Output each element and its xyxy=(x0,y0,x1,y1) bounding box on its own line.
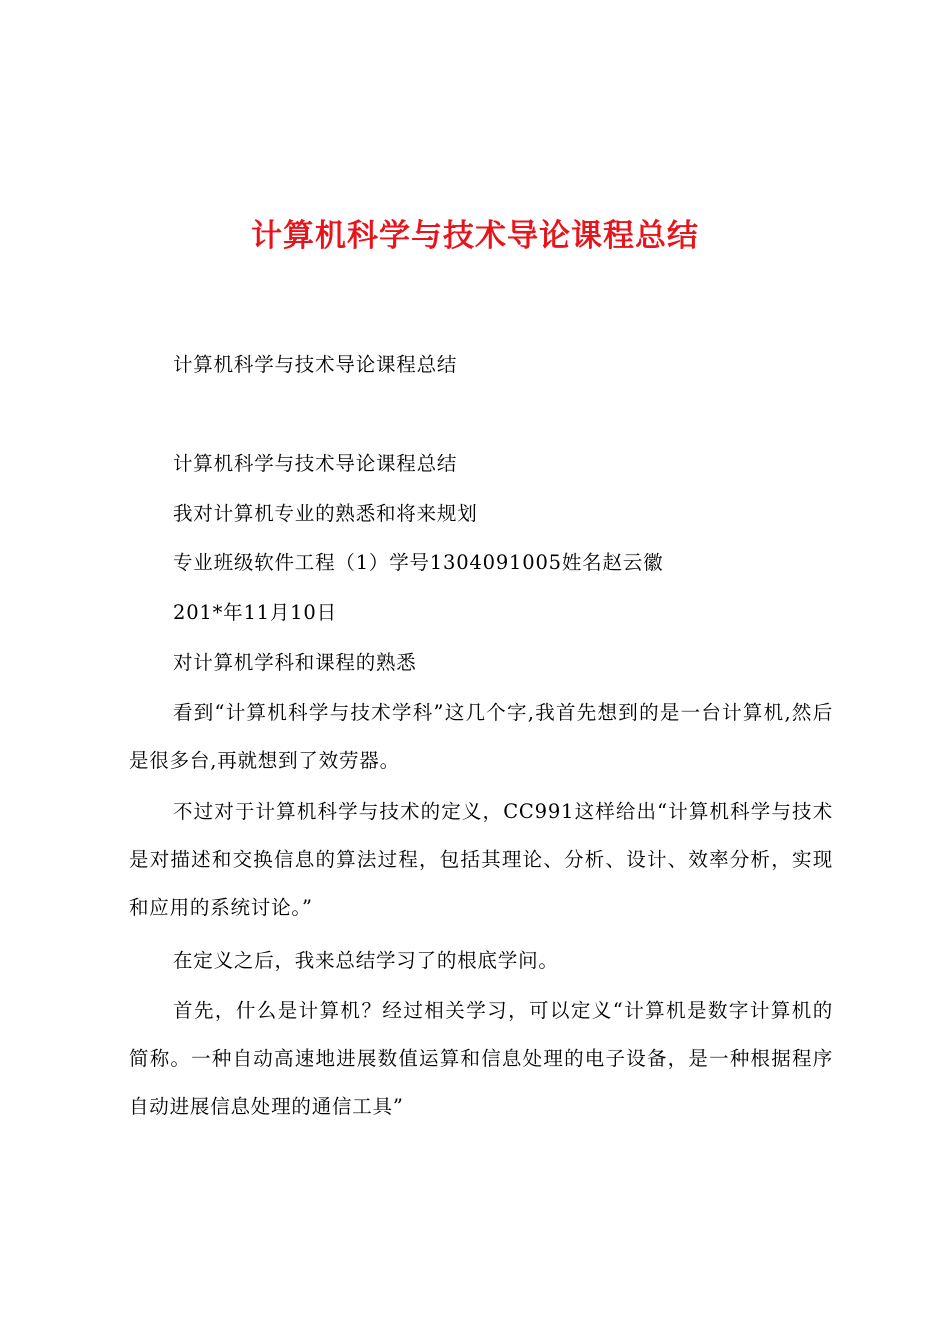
text-line-date: 201*年11月10日 xyxy=(173,601,337,624)
text-line-course-title: 计算机科学与技术导论课程总结 xyxy=(173,452,458,475)
document-title: 计算机科学与技术导论课程总结 xyxy=(251,218,699,254)
text-line-section-heading: 对计算机学科和课程的熟悉 xyxy=(173,651,417,674)
text-line-subtitle: 计算机科学与技术导论课程总结 xyxy=(173,353,458,376)
text-line-student-info: 专业班级软件工程（1）学号1304091005姓名赵云徽 xyxy=(173,551,664,574)
paragraph-first-impression: 看到“计算机科学与技术学科”这几个字,我首先想到的是一台计算机,然后是很多台,再就想到了效劳器。 xyxy=(129,701,833,772)
paragraph-summary-intro: 在定义之后，我来总结学习了的根底学问。 xyxy=(173,949,559,972)
paragraph-definition: 不过对于计算机科学与技术的定义，CC991这样给出“计算机科学与技术是对描述和交换信息的算法过程，包括其理论、分析、设计、效率分析，实现和应用的系统讨论。” xyxy=(129,800,833,919)
paragraph-computer-definition: 首先，什么是计算机？经过相关学习，可以定义“计算机是数字计算机的简称。一种自动高速地进展数值运算和信息处理的电子设备，是一种根据程序自动进展信息处理的通信工具” xyxy=(129,999,833,1118)
text-line-essay-title: 我对计算机专业的熟悉和将来规划 xyxy=(173,502,478,525)
